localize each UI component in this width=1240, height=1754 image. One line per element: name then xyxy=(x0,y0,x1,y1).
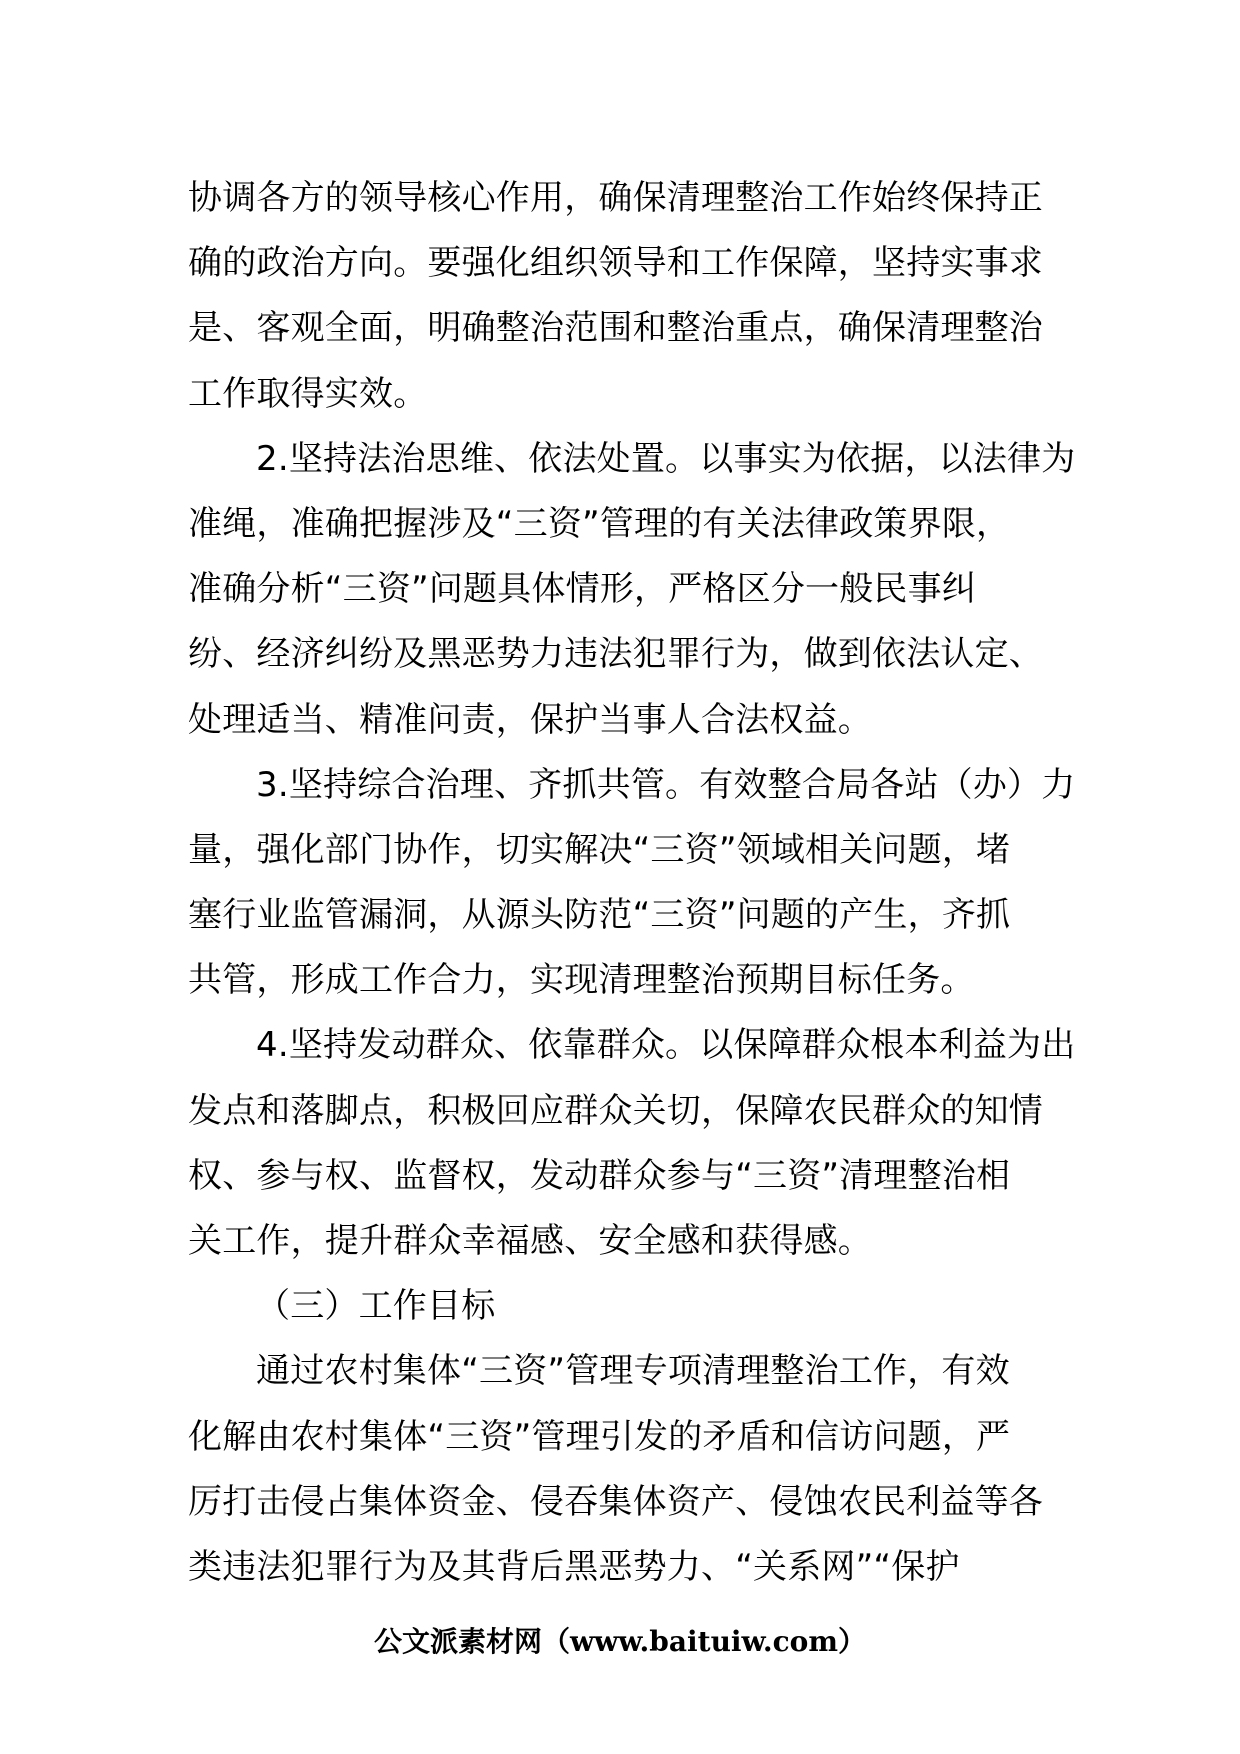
text-line: 量，强化部门协作，切实解决“三资”领域相关问题，堵 xyxy=(188,829,1011,870)
text-line: 共管，形成工作合力，实现清理整治预期目标任务。 xyxy=(188,960,975,1001)
text-line: 权、参与权、监督权，发动群众参与“三资”清理整治相 xyxy=(188,1155,1011,1196)
text-line: 准绳，准确把握涉及“三资”管理的有关法律政策界限， xyxy=(188,503,1011,544)
text-line-item-2: 2.坚持法治思维、依法处置。以事实为依据，以法律为 xyxy=(256,438,1076,479)
text-line-item-3: 3.坚持综合治理、齐抓共管。有效整合局各站（办）力 xyxy=(256,764,1076,805)
text-line: 工作取得实效。 xyxy=(188,373,428,414)
text-line: 协调各方的领导核心作用，确保清理整治工作始终保持正 xyxy=(188,178,1043,218)
text-line: 确的政治方向。要强化组织领导和工作保障，坚持实事求 xyxy=(188,243,1043,284)
text-line: 处理适当、精准问责，保护当事人合法权益。 xyxy=(188,699,872,740)
text-line: 发点和落脚点，积极回应群众关切，保障农民群众的知情 xyxy=(188,1090,1043,1131)
text-line: 纷、经济纠纷及黑恶势力违法犯罪行为，做到依法认定、 xyxy=(188,634,1043,675)
text-line: 厉打击侵占集体资金、侵吞集体资产、侵蚀农民利益等各 xyxy=(188,1481,1043,1522)
text-line: 是、客观全面，明确整治范围和整治重点，确保清理整治 xyxy=(188,308,1043,349)
section-heading: （三）工作目标 xyxy=(256,1286,496,1327)
text-line-paragraph-start: 通过农村集体“三资”管理专项清理整治工作，有效 xyxy=(256,1351,1010,1392)
text-line: 关工作，提升群众幸福感、安全感和获得感。 xyxy=(188,1221,872,1261)
text-line: 塞行业监管漏洞，从源头防范“三资”问题的产生，齐抓 xyxy=(188,895,1011,936)
text-line-item-4: 4.坚持发动群众、依靠群众。以保障群众根本利益为出 xyxy=(256,1025,1076,1066)
text-line: 化解由农村集体“三资”管理引发的矛盾和信访问题，严 xyxy=(188,1416,1011,1457)
document-body xyxy=(188,166,1076,1600)
footer-watermark: 公文派素材网（www.baituiw.com） xyxy=(374,1625,866,1658)
text-line: 类违法犯罪行为及其背后黑恶势力、“关系网”“保护 xyxy=(188,1546,960,1587)
text-line: 准确分析“三资”问题具体情形，严格区分一般民事纠 xyxy=(188,569,977,610)
